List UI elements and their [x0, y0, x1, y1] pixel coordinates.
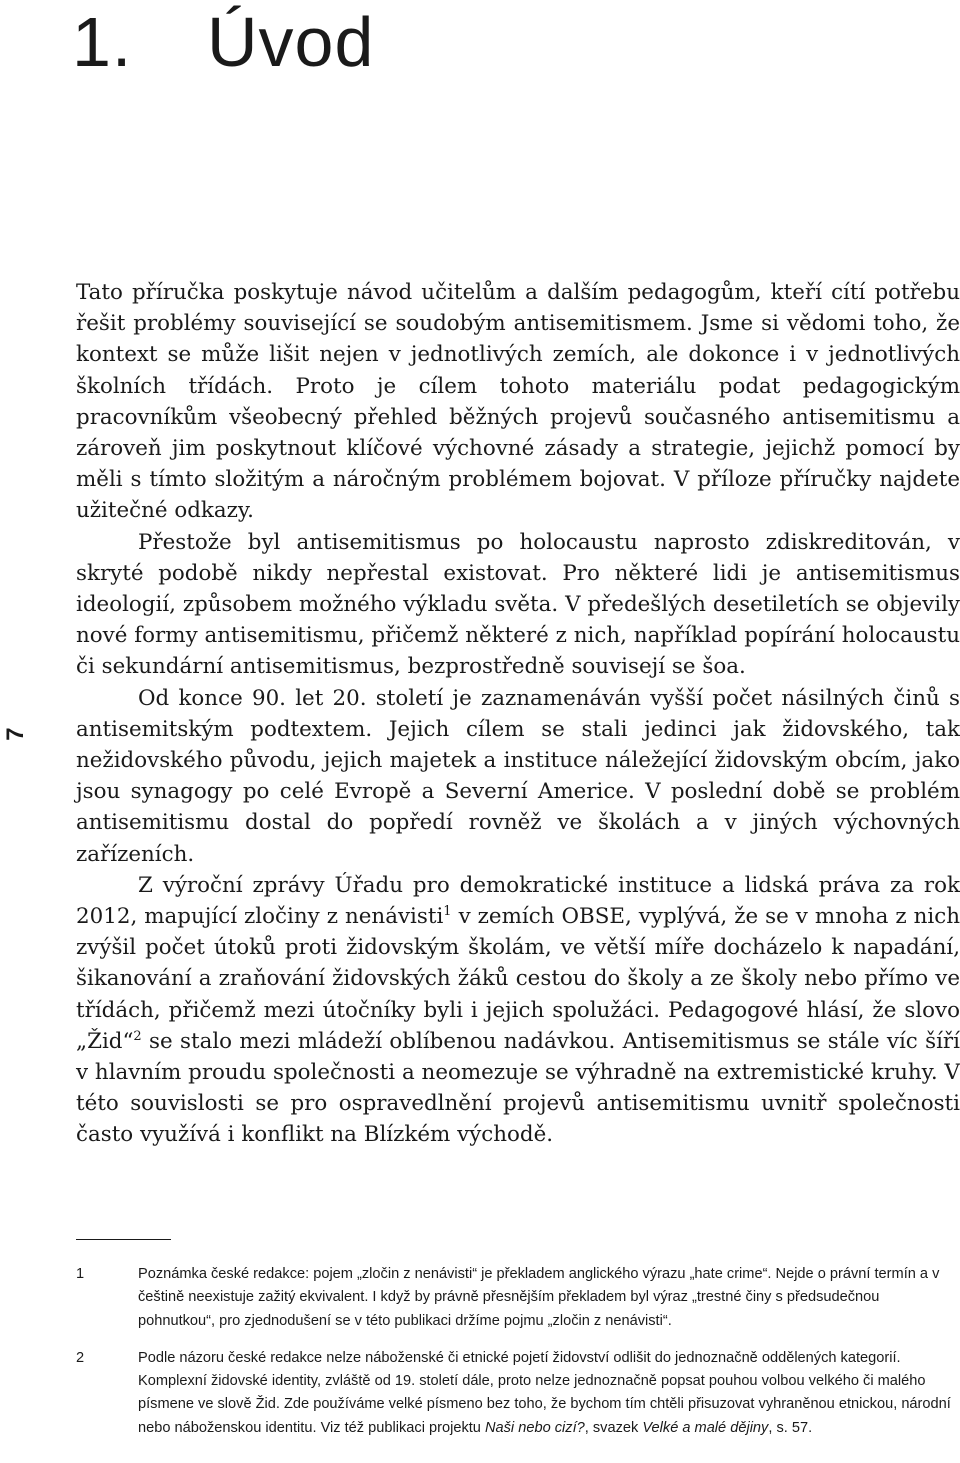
- body-text: [76, 277, 960, 1151]
- footnote-text: Poznámka české redakce: pojem „zločin z nenávisti“ je překladem anglického výrazu „hate crime“. Nejde o právní termín a v češtině neexistuje zažitý ekvivalent. I když by právně přesnějším překladem byl výraz „trestné činy s předsudečnou pohnutkou“, pro zjednodušení se v této publikaci držíme pojmu „zločin z nenávisti“.: [138, 1266, 940, 1329]
- footnote-text: [138, 1347, 960, 1440]
- footnote-2: [76, 1347, 960, 1440]
- footnote-2-part-c: , s. 57.: [768, 1419, 813, 1436]
- footnote-number: 1: [76, 1266, 85, 1282]
- chapter-number: 1.: [72, 3, 133, 81]
- footnote-number: 2: [76, 1349, 85, 1366]
- paragraph-1: Tato příručka poskytuje návod učitelům a dalším pedagogům, kteří cítí potřebu řešit problémy související se soudobým antisemitismem. Jsme si vědomi toho, že kontext se může lišit nejen v jednotlivých zemích, ale dokonce i v jednotlivých školních třídách. Proto je cílem tohoto materiálu podat pedagogickým pracovníkům všeobecný přehled běžných projevů současného antisemitismu a zároveň jim poskytnout klíčové výchovné zásady a strategie, jejichž pomocí by měli s tímto složitým a náročným problémem bojovat. V příloze příručky najdete užitečné odkazy.: [76, 280, 960, 524]
- paragraph-4-part-c: se stalo mezi mládeží oblíbenou nadávkou. Antisemitismus se stále víc šíří v hlavním proudu společnosti a neomezuje se výhradně na extremistické kruhy. V této souvislosti se pro ospravedlnění projevů antisemitismu uvnitř společnosti často využívá i konflikt na Blízkém východě.: [76, 1028, 960, 1148]
- volume-title: Velké a malé dějiny: [642, 1419, 769, 1436]
- paragraph-4-part-b: v zemích OBSE, vyplývá, že se v mnoha z nich zvýšil počet útoků proti židovským školám, ve větší míře docházelo k napadání, šikanování a zraňování židovských žáků cestou do školy a ze školy nebo přímo ve třídách, přičemž mezi útočníky byli i jejich spolužáci. Pedagogové hlásí, že slovo „Žid“: [76, 904, 960, 1054]
- footnote-ref-2[interactable]: 2: [133, 1028, 142, 1044]
- footnote-1: [76, 1263, 960, 1333]
- paragraph-3: Od konce 90. let 20. století je zaznamenáván vyšší počet násilných činů s antisemitským podtextem. Jejich cílem se stali jedinci jak židovského, tak nežidovského původu, jejich majetek a instituce náležející židovským obcím, jako jsou synagogy po celé Evropě a Severní Americe. V poslední době se problém antisemitismu dostal do popředí rovněž ve školách a v jiných výchovných zařízeních.: [76, 685, 960, 867]
- paragraph-2: Přestože byl antisemitismus po holocaustu naprosto zdiskreditován, v skryté podobě nikdy nepřestal existovat. Pro některé lidi je antisemitismus ideologií, způsobem možného výkladu světa. V předešlých desetiletích se objevily nové formy antisemitismu, přičemž některé z nich, například popírání holocaustu či sekundární antisemitismus, bezprostředně souvisejí se šoa.: [76, 529, 960, 680]
- footnote-divider: [76, 1239, 171, 1240]
- footnote-2-part-a: Podle názoru české redakce nelze náboženské či etnické pojetí židovství odlišit do jednoznačně oddělených kategorií. Komplexní židovské identity, zvláště od 19. století dále, proto nelze jednoznačně popsat pouhou volbou velkého či malého písmene ve slově Žid. Zde používáme velké písmeno bez toho, že bychom tím chtěli přisuzovat vyhraněnou etnickou, národní nebo náboženskou identitu. Viz též publikaci projektu: [138, 1349, 951, 1436]
- paragraph-4: [76, 870, 960, 1151]
- footnote-2-part-b: , svazek: [584, 1419, 643, 1436]
- footnotes: [76, 1263, 960, 1454]
- page-number: 7: [2, 727, 29, 741]
- footnote-ref-1[interactable]: 1: [443, 904, 452, 920]
- publication-title: Naši nebo cizí?: [484, 1419, 585, 1436]
- chapter-title: Úvod: [207, 3, 375, 81]
- chapter-heading: [72, 2, 374, 82]
- paragraph-4-part-a: Z výroční zprávy Úřadu pro demokratické instituce a lidská práva za rok 2012, mapující zločiny z nenávisti: [76, 872, 960, 930]
